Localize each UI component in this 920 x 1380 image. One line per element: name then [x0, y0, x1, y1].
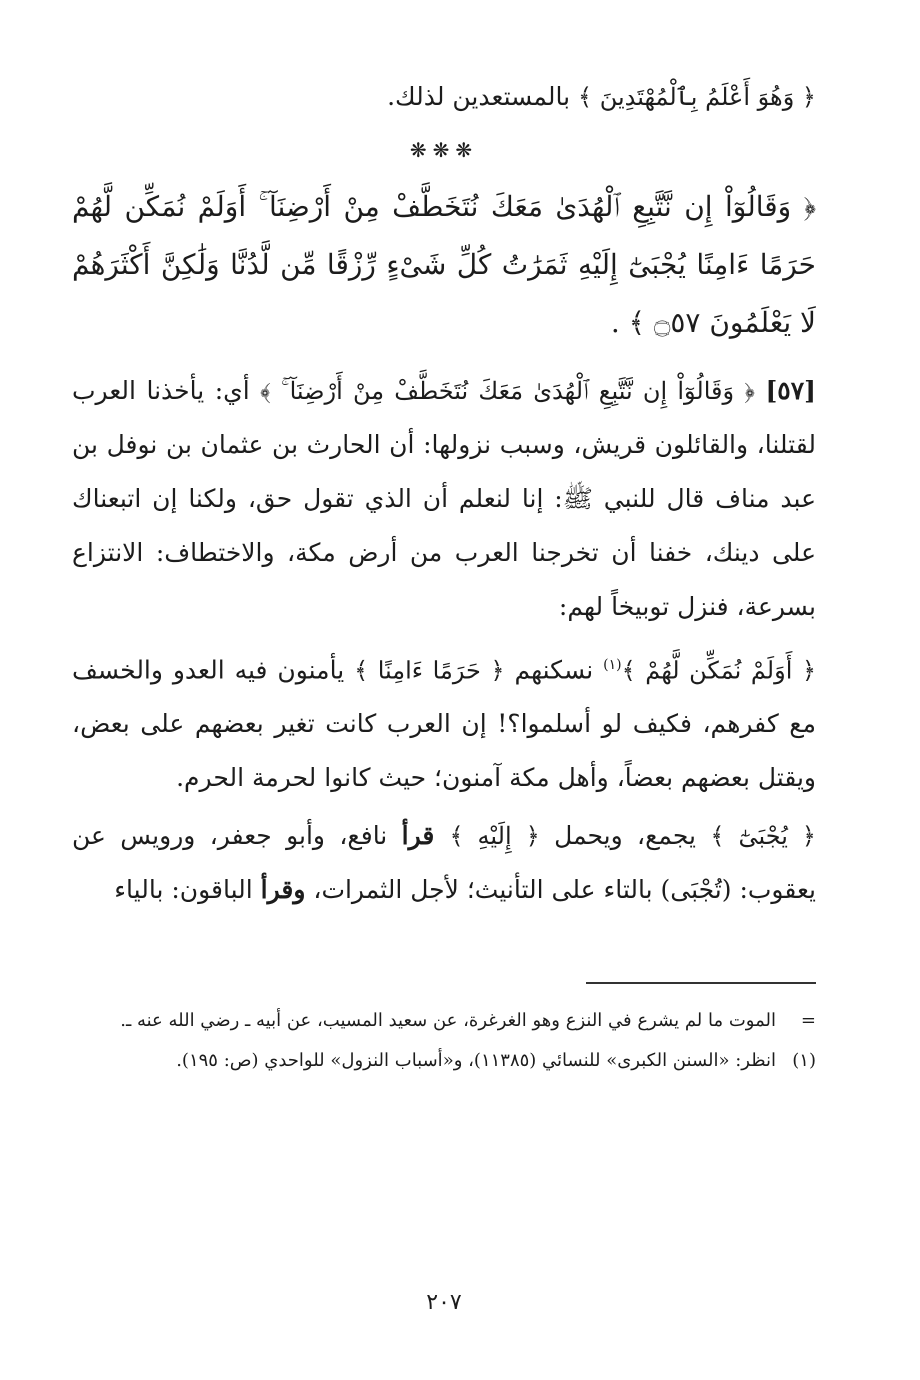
- page-body: [72, 60, 816, 1350]
- quran-verse-block: ﴿ وَقَالُوٓاْ إِن نَّتَّبِعِ ٱلْهُدَىٰ مَعَكَ نُتَخَطَّفْ مِنْ أَرْضِنَآ ۚ أَوَلَمْ نُمَكِّن لَّهُمْ حَرَمًا ءَامِنًا يُجْبَىٰٓ إِلَيْهِ ثَمَرَٰتُ كُلِّ شَىْءٍ رِّزْقًا مِّن لَّدُنَّا وَلَٰكِنَّ أَكْثَرَهُمْ لَا يَعْلَمُونَ ۝٥٧ ﴾ .: [72, 190, 816, 339]
- commentary-text: نسكنهم: [504, 655, 604, 685]
- footnotes: [72, 1004, 816, 1084]
- footnote-mark: (١): [792, 1050, 816, 1071]
- commentary-text: نافع، وأبو جعفر، ورويس عن يعقوب: (تُجْبَى) بالتاء على التأنيث؛ لأجل الثمرات،: [72, 821, 816, 905]
- quran-quote: ﴿ أَوَلَمْ نُمَكِّن لَّهُمْ ﴾: [621, 656, 817, 685]
- commentary-text: أي: يأخذنا العرب لقتلنا، والقائلون قريش، وسبب نزولها: أن الحارث بن عثمان بن نوفل بن عبد مناف قال للنبي ﷺ: إنا لنعلم أن الذي تقول حق، ولكنا إن اتبعناك على دينك، خفنا أن تخرجنا العرب من أرض مكة، والاختطاف: الانتزاع بسرعة، فنزل توبيخاً لهم:: [72, 376, 816, 621]
- reading-keyword: وقرأ: [260, 875, 306, 905]
- footnote-reference: (١): [603, 657, 622, 673]
- quran-quote: ﴿ حَرَمًا ءَامِنًا ﴾: [354, 656, 505, 685]
- footnote-item: [72, 1004, 816, 1038]
- footnote-divider: [586, 982, 816, 984]
- quran-quote: ﴿ إِلَيْهِ ﴾: [449, 822, 540, 851]
- reading-keyword: قرأ: [401, 821, 450, 851]
- page-number: ٢٠٧: [426, 1290, 462, 1315]
- footnote-text: الموت ما لم يشرع في النزع وهو الغرغرة، عن سعيد المسيب، عن أبيه ـ رضي الله عنه ـ.: [120, 1010, 776, 1031]
- commentary-paragraph-1: [72, 364, 816, 634]
- quran-quote: ﴿ يُجْبَىٰٓ ﴾: [710, 822, 816, 851]
- quran-quote: ﴿ وَقَالُوٓاْ إِن نَّتَّبِعِ ٱلْهُدَىٰ مَعَكَ نُتَخَطَّفْ مِنْ أَرْضِنَآ ۚ ﴾: [260, 377, 755, 405]
- footnote-item: [72, 1044, 816, 1078]
- footnote-mark: =: [800, 1010, 816, 1031]
- verse-number: [٥٧]: [765, 376, 816, 405]
- commentary-text: يجمع، ويحمل: [539, 821, 711, 851]
- intro-line: [72, 70, 816, 124]
- commentary-text: يأمنون فيه العدو والخسف مع كفرهم، فكيف لو أسلموا؟! إن العرب كانت تغير بعضهم على بعض، ويقتل بعضهم بعضاً، وأهل مكة آمنون؛ حيث كانوا لحرمة الحرم.: [72, 655, 816, 793]
- section-separator: ❋❋❋: [409, 138, 479, 162]
- quran-quote: ﴿ وَهُوَ أَعْلَمُ بِٱلْمُهْتَدِينَ ﴾: [578, 83, 816, 111]
- commentary-text: الباقون: بالياء: [114, 875, 261, 905]
- commentary-paragraph-3: [72, 809, 816, 917]
- intro-text: بالمستعدين لذلك.: [387, 82, 579, 111]
- commentary-paragraph-2: [72, 638, 816, 805]
- footnote-text: انظر: «السنن الكبرى» للنسائي (١١٣٨٥)، و«أسباب النزول» للواحدي (ص: ١٩٥).: [176, 1050, 776, 1071]
